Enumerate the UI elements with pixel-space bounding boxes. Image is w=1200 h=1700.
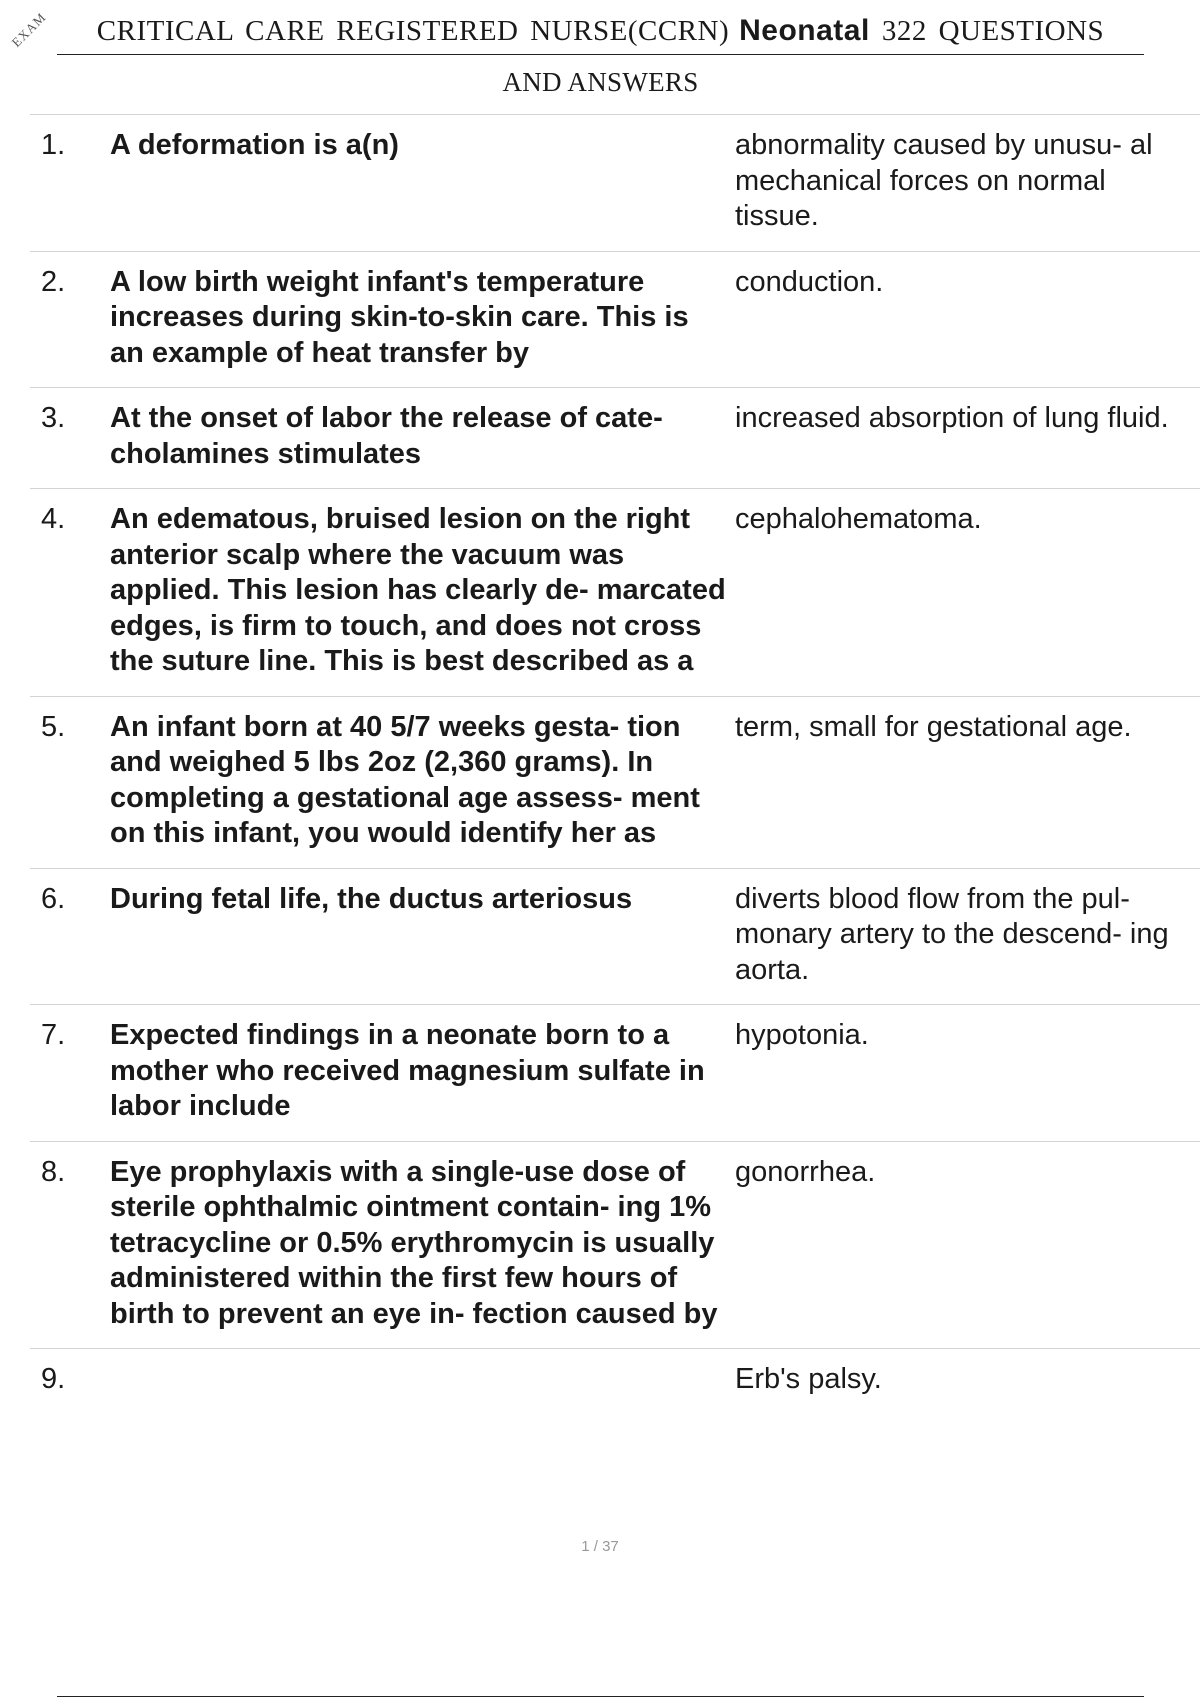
- qa-row-9: [30, 1348, 1200, 1414]
- exam-watermark: EXAM: [8, 9, 50, 50]
- header-title-line: [57, 14, 1144, 55]
- header-title-left: CRITICAL CARE REGISTERED NURSE(CCRN): [96, 15, 730, 47]
- question-number: 2.: [41, 265, 66, 298]
- question-number: 3.: [41, 402, 66, 434]
- footer-divider: [57, 1696, 1144, 1697]
- qa-row-4: [30, 488, 1200, 696]
- question-number: 5.: [41, 710, 66, 743]
- question-text: A low birth weight infant's temperature increases during skin-to-skin care. This is an example of heat transfer by: [110, 265, 689, 369]
- question-number: 7.: [41, 1019, 66, 1051]
- header-title-right: 322 QUESTIONS: [881, 15, 1105, 47]
- header-title-bold: Neonatal: [739, 14, 870, 47]
- question-text: During fetal life, the ductus arteriosus: [110, 882, 633, 915]
- answer-text: gonorrhea.: [735, 1155, 876, 1188]
- question-number: 9.: [41, 1363, 66, 1395]
- answer-text: Erb's palsy.: [735, 1363, 882, 1395]
- qa-row-1: [30, 114, 1200, 251]
- question-text: At the onset of labor the release of cate- cholamines stimulates: [110, 402, 663, 470]
- question-text: An edematous, bruised lesion on the right anterior scalp where the vacuum was applied. This lesion has clearly de- marcated edges, is firm to touch, and does not cross the suture line. This is best described as a: [110, 503, 726, 677]
- answer-text: conduction.: [735, 265, 884, 298]
- question-text: An infant born at 40 5/7 weeks gesta- tion and weighed 5 lbs 2oz (2,360 grams). In completing a gestational age assess- ment on this infant, you would identify her as: [110, 710, 700, 849]
- answer-text: increased absorption of lung fluid.: [735, 402, 1169, 434]
- header-subtitle: AND ANSWERS: [502, 67, 699, 97]
- question-text: [110, 1362, 735, 1398]
- answer-text: hypotonia.: [735, 1019, 869, 1051]
- question-number: 6.: [41, 882, 66, 915]
- page-indicator: 1 / 37: [581, 1538, 619, 1555]
- qa-row-5: [30, 696, 1200, 868]
- qa-row-3: [30, 387, 1200, 488]
- document-header: [57, 14, 1144, 98]
- qa-row-7: [30, 1004, 1200, 1141]
- qa-row-6: [30, 868, 1200, 1005]
- answer-text: diverts blood flow from the pul- monary artery to the descend- ing aorta.: [735, 882, 1169, 986]
- question-text: Expected findings in a neonate born to a mother who received magnesium sulfate in labor include: [110, 1019, 705, 1122]
- qa-row-2: [30, 251, 1200, 388]
- question-text: A deformation is a(n): [110, 129, 399, 161]
- qa-table: [30, 114, 1200, 1414]
- question-text: Eye prophylaxis with a single-use dose of sterile ophthalmic ointment contain- ing 1% tetracycline or 0.5% erythromycin is usually administered within the first few hours of birth to prevent an eye in- fection caused by: [110, 1155, 718, 1330]
- answer-text: cephalohematoma.: [735, 503, 982, 535]
- answer-text: abnormality caused by unusu- al mechanical forces on normal tissue.: [735, 129, 1153, 232]
- qa-row-8: [30, 1141, 1200, 1349]
- question-number: 4.: [41, 503, 66, 535]
- question-number: 1.: [41, 129, 66, 161]
- answer-text: term, small for gestational age.: [735, 710, 1132, 743]
- question-number: 8.: [41, 1155, 66, 1188]
